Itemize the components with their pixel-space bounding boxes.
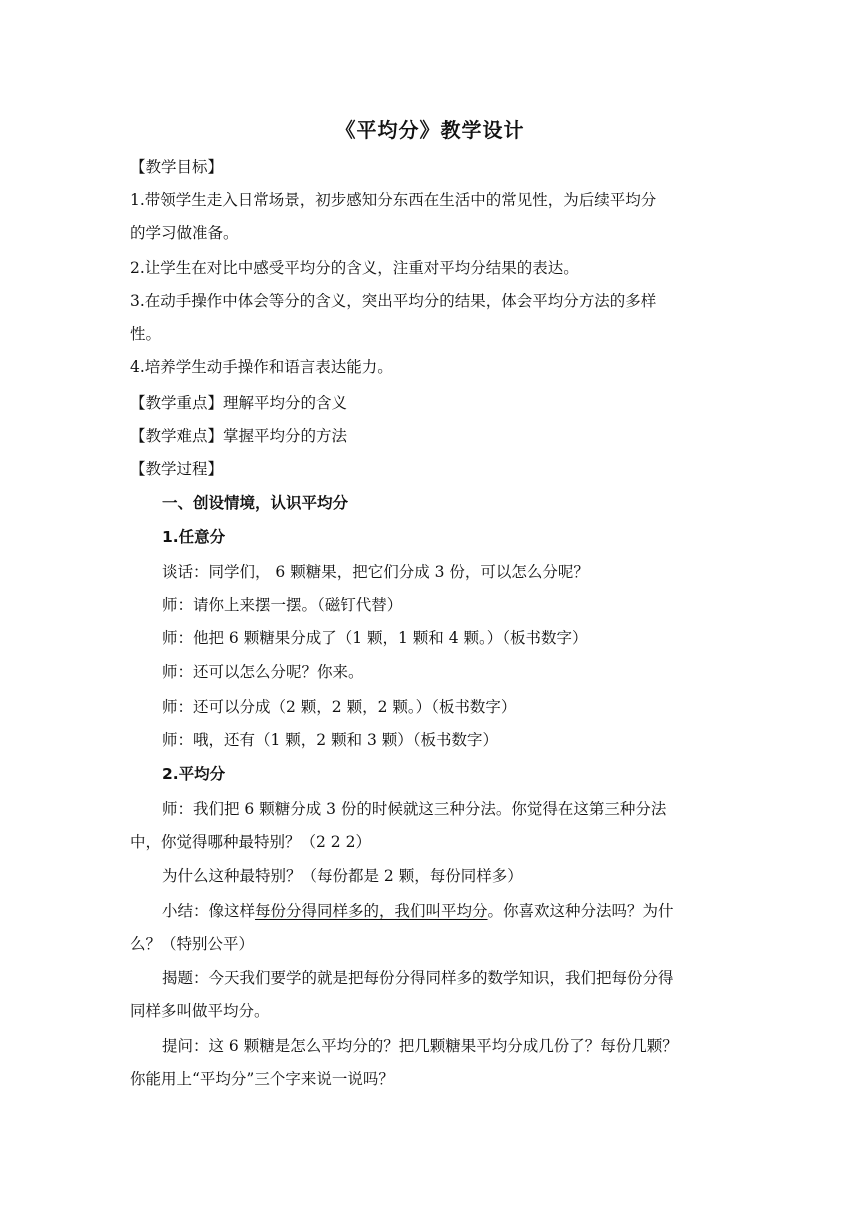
paragraph-11-line-2: 你能用上“平均分”三个字来说一说吗？: [130, 1070, 394, 1088]
subsection-2-heading: 2.平均分: [162, 765, 226, 783]
paragraph-6: 师：哦，还有（1 颗，2 颗和 3 颗）（板书数字）: [162, 731, 499, 749]
difficult-point: 【教学难点】掌握平均分的方法: [130, 427, 348, 445]
paragraph-1: 谈话：同学们， 6 颗糖果，把它们分成 3 份，可以怎么分呢？: [162, 563, 589, 581]
paragraph-9-line-1: [162, 900, 674, 922]
summary-suffix: 。你喜欢这种分法吗？为什: [487, 902, 674, 920]
paragraph-7-line-2: 中，你觉得哪种最特别？（2 2 2）: [130, 833, 371, 851]
goal-2: 2.让学生在对比中感受平均分的含义，注重对平均分结果的表达。: [130, 259, 579, 277]
paragraph-4: 师：还可以怎么分呢？你来。: [162, 663, 364, 681]
paragraph-2: 师：请你上来摆一摆。（磁钉代替）: [162, 596, 403, 614]
summary-underlined-definition: 每份分得同样多的，我们叫平均分: [255, 902, 488, 920]
process-heading: 【教学过程】: [130, 460, 224, 478]
summary-prefix: 小结：像这样: [162, 902, 256, 920]
paragraph-9-line-2: 么？（特别公平）: [130, 935, 255, 953]
goal-3-line-2: 性。: [130, 325, 162, 343]
goal-1-line-1: 1.带领学生走入日常场景，初步感知分东西在生活中的常见性，为后续平均分: [130, 191, 657, 209]
document-title: 《平均分》教学设计: [335, 118, 525, 142]
goal-1-line-2: 的学习做准备。: [130, 224, 239, 242]
section-1-heading: 一、创设情境，认识平均分: [162, 494, 349, 512]
paragraph-3: 师：他把 6 颗糖果分成了（1 颗，1 颗和 4 颗。）（板书数字）: [162, 629, 588, 647]
subsection-1-heading: 1.任意分: [162, 528, 226, 546]
paragraph-10-line-1: 揭题：今天我们要学的就是把每份分得同样多的数学知识，我们把每份分得: [162, 969, 674, 987]
goal-4: 4.培养学生动手操作和语言表达能力。: [130, 358, 393, 376]
paragraph-11-line-1: 提问：这 6 颗糖是怎么平均分的？把几颗糖果平均分成几份了？每份几颗？: [162, 1037, 678, 1055]
goals-heading: 【教学目标】: [130, 158, 224, 176]
paragraph-8: 为什么这种最特别？（每份都是 2 颗，每份同样多）: [162, 867, 523, 885]
paragraph-7-line-1: 师：我们把 6 颗糖分成 3 份的时候就这三种分法。你觉得在这第三种分法: [162, 800, 667, 818]
paragraph-5: 师：还可以分成（2 颗，2 颗，2 颗。）（板书数字）: [162, 698, 517, 716]
key-point: 【教学重点】理解平均分的含义: [130, 394, 348, 412]
goal-3-line-1: 3.在动手操作中体会等分的含义，突出平均分的结果，体会平均分方法的多样: [130, 292, 657, 310]
paragraph-10-line-2: 同样多叫做平均分。: [130, 1002, 270, 1020]
